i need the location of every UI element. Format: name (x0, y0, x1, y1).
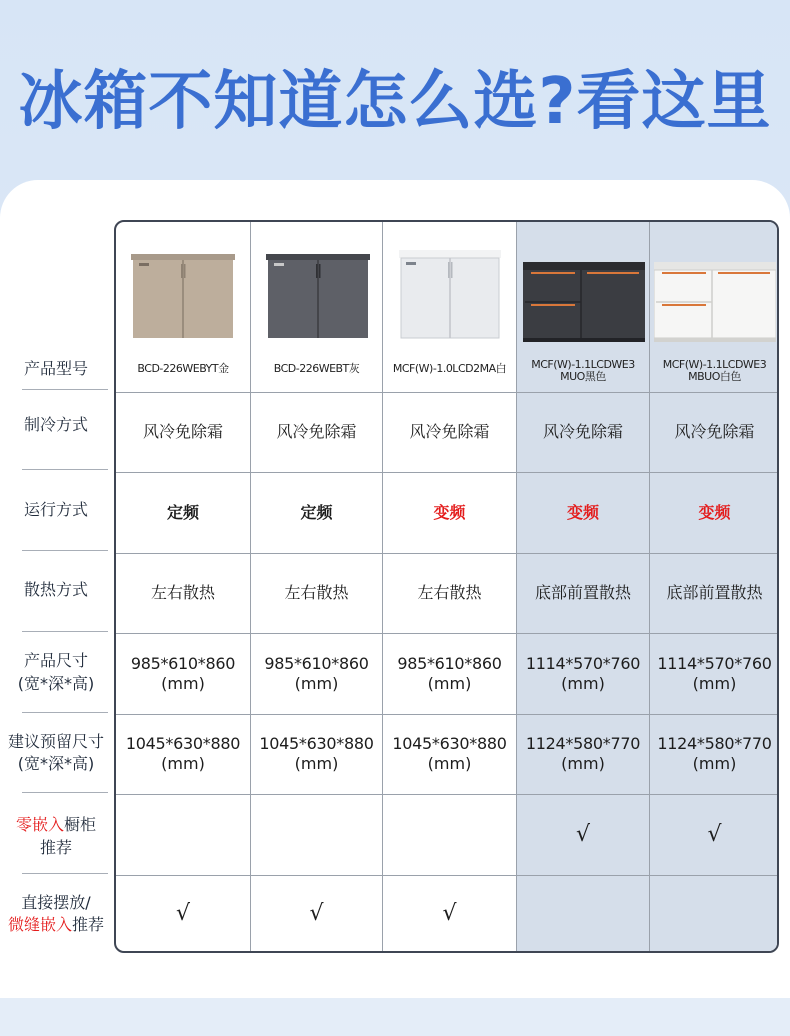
product-image (650, 222, 779, 362)
cooling-cell (251, 392, 382, 472)
product-model: MCF(W)-1.0LCD2MA白 (392, 362, 507, 375)
label-zero-embed-2: 推荐 (39, 838, 72, 857)
size-unit: (mm) (692, 673, 737, 693)
reserve-cell (517, 714, 649, 794)
reserve-unit: (mm) (161, 754, 205, 773)
label-divider (22, 550, 108, 551)
label-model: 产品型号 (23, 359, 88, 378)
label-direct-rest: 推荐 (72, 915, 105, 934)
label-divider (22, 631, 108, 632)
size-cell (116, 633, 250, 714)
label-direct-red: 微缝嵌入 (7, 915, 72, 934)
check-mark: √ (175, 901, 191, 926)
reserve-unit: (mm) (294, 754, 339, 773)
size-value: 985*610*860 (264, 653, 369, 673)
label-divider (22, 389, 108, 390)
two-door-fridge-icon (266, 254, 370, 340)
heat-cell (383, 553, 516, 633)
reserve-value: 1045*630*880 (259, 734, 374, 753)
row-divider (116, 392, 779, 393)
row-divider (116, 472, 779, 473)
operation-value: 定频 (166, 502, 199, 522)
label-reserve-1: 建议预留尺寸 (7, 732, 104, 751)
heat-cell (650, 553, 779, 633)
zero-embed-cell (383, 794, 516, 875)
zero-embed-cell (650, 794, 779, 875)
operation-value: 定频 (300, 502, 333, 522)
size-unit: (mm) (294, 673, 339, 693)
operation-cell (517, 472, 649, 553)
heat-cell (517, 553, 649, 633)
reserve-cell (650, 714, 779, 794)
drawer-fridge-icon (654, 262, 776, 342)
reserve-unit: (mm) (561, 754, 605, 773)
cooling-cell (517, 392, 649, 472)
label-heat: 散热方式 (23, 580, 88, 599)
label-zero-rest: 橱柜 (64, 815, 97, 834)
size-cell (383, 633, 516, 714)
label-zero-embed (0, 814, 112, 836)
size-value: 985*610*860 (397, 653, 502, 673)
zero-embed-cell (251, 794, 382, 875)
label-zero-red: 零嵌入 (15, 815, 64, 834)
cooling-value: 风冷免除霜 (142, 422, 223, 441)
size-unit: (mm) (427, 673, 472, 693)
product-model-line2: MUO黑色 (560, 370, 606, 383)
reserve-cell (383, 714, 516, 794)
product-column (516, 222, 649, 951)
reserve-value: 1124*580*770 (525, 734, 641, 753)
zero-embed-cell (517, 794, 649, 875)
product-column (116, 222, 250, 951)
label-divider (22, 873, 108, 874)
reserve-cell (251, 714, 382, 794)
check-mark: √ (575, 821, 591, 847)
product-model: MCF(W)-1.1LCDWE3 (531, 358, 635, 371)
row-divider (116, 875, 779, 876)
size-cell (517, 633, 649, 714)
heat-value: 底部前置散热 (534, 583, 631, 602)
bottom-strip (0, 998, 790, 1036)
product-image (383, 222, 516, 362)
label-size-2: (宽*深*高) (17, 674, 95, 693)
reserve-unit: (mm) (692, 754, 737, 773)
operation-cell (251, 472, 382, 553)
comparison-table (114, 220, 779, 953)
size-unit: (mm) (161, 673, 205, 693)
heat-value: 左右散热 (284, 583, 349, 602)
cooling-value: 风冷免除霜 (276, 422, 357, 441)
size-cell (650, 633, 779, 714)
product-column (250, 222, 382, 951)
row-divider (116, 714, 779, 715)
product-image (517, 222, 649, 362)
product-model: BCD-226WEBYT金 (137, 362, 229, 375)
operation-cell (383, 472, 516, 553)
label-direct-1: 直接摆放/ (21, 893, 91, 912)
direct-place-cell (251, 875, 382, 953)
label-divider (22, 469, 108, 470)
label-size-1: 产品尺寸 (23, 651, 88, 670)
product-model: BCD-226WEBT灰 (273, 362, 360, 375)
drawer-fridge-icon (523, 262, 645, 342)
direct-place-cell (650, 875, 779, 953)
heat-value: 左右散热 (417, 583, 482, 602)
row-divider (116, 553, 779, 554)
reserve-value: 1124*580*770 (657, 734, 772, 753)
two-door-fridge-icon (131, 254, 235, 340)
heat-value: 底部前置散热 (666, 583, 763, 602)
operation-value: 变频 (566, 502, 599, 522)
product-column (382, 222, 516, 951)
row-divider (116, 633, 779, 634)
direct-place-cell (383, 875, 516, 953)
size-value: 1114*570*760 (525, 653, 641, 673)
size-unit: (mm) (561, 673, 605, 693)
size-value: 1114*570*760 (657, 653, 772, 673)
cooling-cell (116, 392, 250, 472)
heat-cell (116, 553, 250, 633)
reserve-value: 1045*630*880 (392, 734, 507, 753)
two-door-fridge-icon (399, 250, 501, 340)
cooling-value: 风冷免除霜 (674, 422, 755, 441)
heat-value: 左右散热 (150, 583, 215, 602)
row-divider (116, 794, 779, 795)
label-reserve-2: (宽*深*高) (17, 754, 95, 773)
operation-cell (650, 472, 779, 553)
cooling-cell (383, 392, 516, 472)
reserve-unit: (mm) (427, 754, 472, 773)
reserve-cell (116, 714, 250, 794)
cooling-value: 风冷免除霜 (542, 422, 623, 441)
label-operation: 运行方式 (23, 500, 88, 519)
size-cell (251, 633, 382, 714)
product-model-line2: MBUO白色 (688, 370, 741, 383)
page-headline: 冰箱不知道怎么选?看这里 (18, 65, 772, 139)
operation-value: 变频 (433, 502, 466, 522)
direct-place-cell (116, 875, 250, 953)
heat-cell (251, 553, 382, 633)
operation-cell (116, 472, 250, 553)
label-direct-2 (0, 914, 112, 936)
product-column (649, 222, 779, 951)
check-mark: √ (309, 901, 324, 926)
product-image (116, 222, 250, 362)
size-value: 985*610*860 (130, 653, 236, 673)
operation-value: 变频 (698, 502, 731, 522)
label-divider (22, 792, 108, 793)
label-cooling: 制冷方式 (23, 415, 88, 434)
direct-place-cell (517, 875, 649, 953)
label-divider (22, 712, 108, 713)
check-mark: √ (707, 821, 722, 847)
product-image (251, 222, 382, 362)
check-mark: √ (442, 901, 457, 926)
zero-embed-cell (116, 794, 250, 875)
product-model: MCF(W)-1.1LCDWE3 (662, 358, 767, 371)
cooling-cell (650, 392, 779, 472)
reserve-value: 1045*630*880 (125, 734, 241, 753)
cooling-value: 风冷免除霜 (409, 422, 490, 441)
